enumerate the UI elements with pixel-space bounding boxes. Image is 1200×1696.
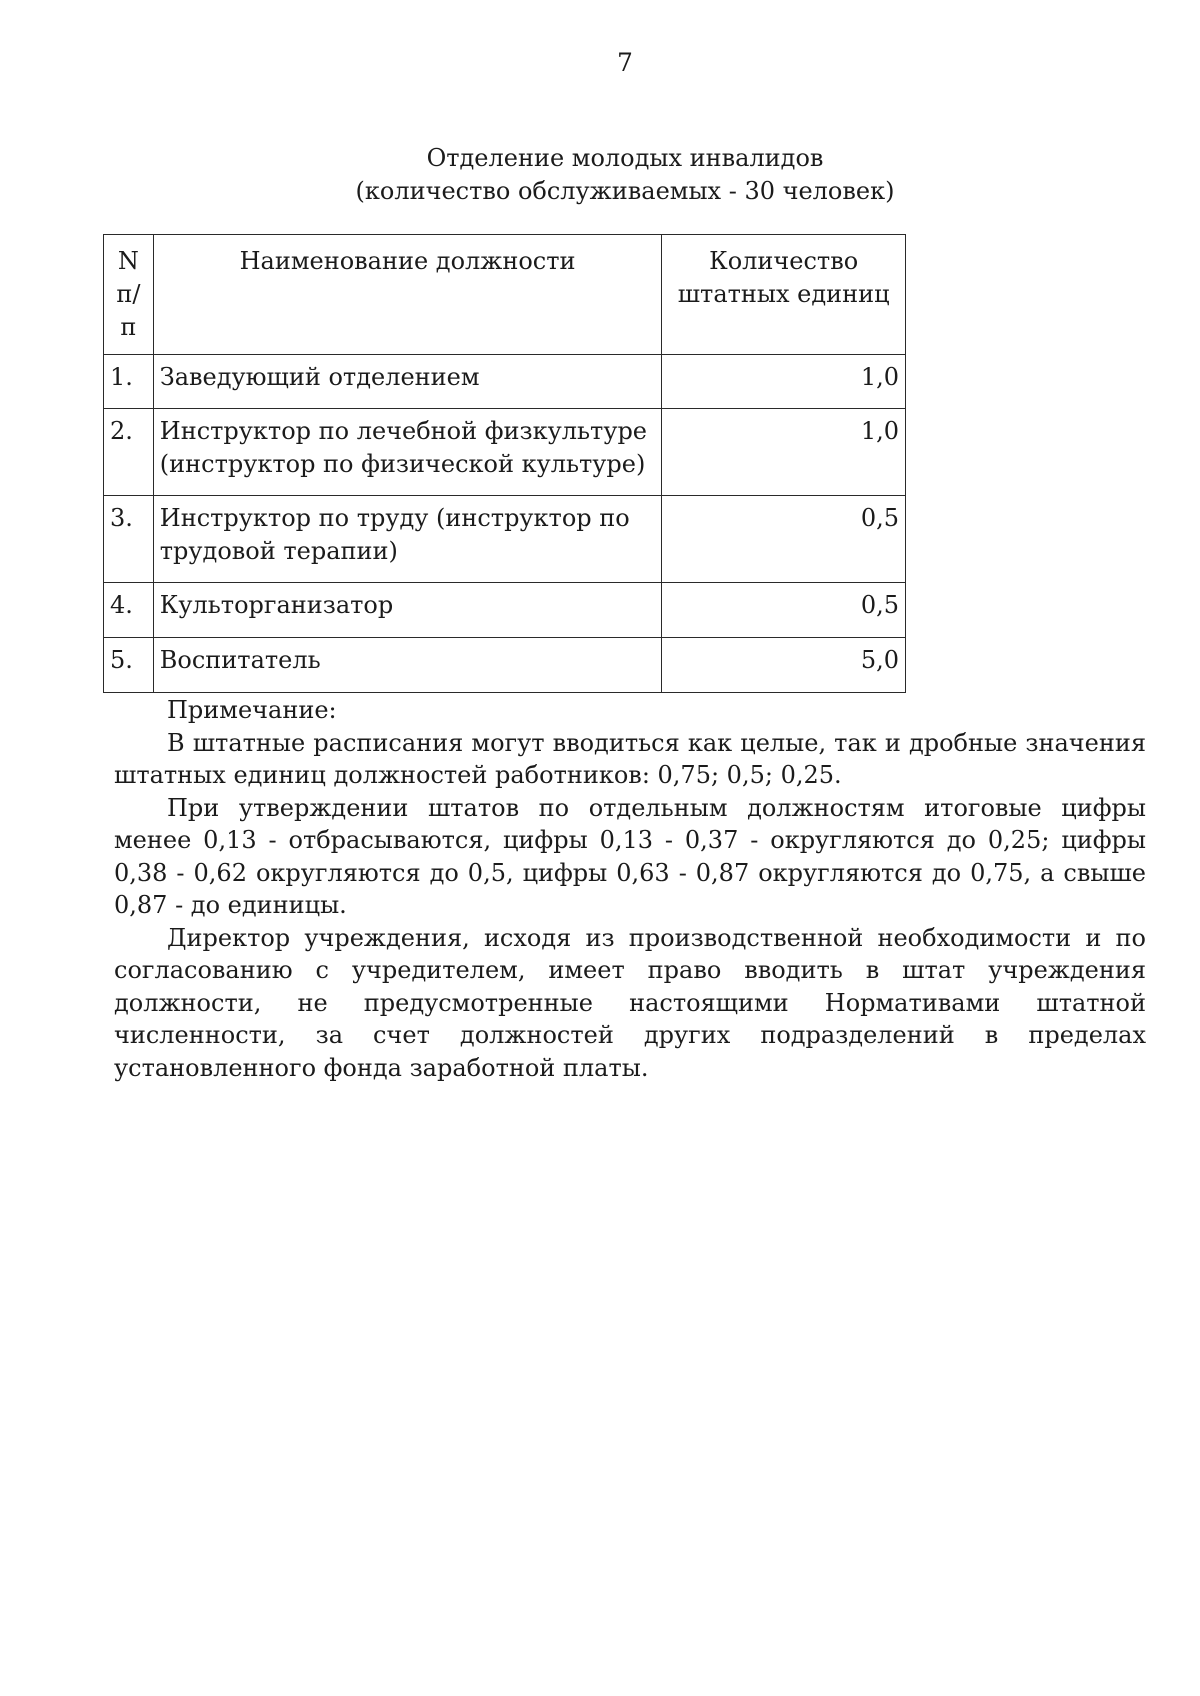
notes-title: Примечание: [167,696,337,724]
header-num: N п/п [104,235,154,355]
row-qty: 1,0 [662,355,906,409]
table-row [104,496,906,583]
row-position: Культорганизатор [153,583,662,638]
header-name: Наименование должности [153,235,662,355]
row-position: Заведующий отделением [153,355,662,409]
row-position: Инструктор по труду (инструктор по трудовой терапии) [153,496,662,583]
row-num: 1. [104,355,154,409]
row-qty: 5,0 [662,638,906,693]
row-position: Инструктор по лечебной физкультуре (инструктор по физической культуре) [153,409,662,496]
row-position: Воспитатель [153,638,662,693]
staff-table [103,234,906,693]
row-num: 5. [104,638,154,693]
row-qty: 0,5 [662,496,906,583]
row-num: 4. [104,583,154,638]
row-qty: 1,0 [662,409,906,496]
table-row [104,355,906,409]
row-num: 2. [104,409,154,496]
table-row [104,583,906,638]
header-qty: Количество штатных единиц [662,235,906,355]
notes-paragraph: В штатные расписания могут вводиться как целые, так и дробные значения штатных единиц должностей работников: 0,75; 0,5; 0,25. [114,728,1146,789]
notes-paragraph: Директор учреждения, исходя из производственной необходимости и по согласованию с учредителем, имеет право вводить в штат учреждения должности, не предусмотренные настоящими Нормативами штатной численности, за счет должностей других подразделений в пределах установленного фонда заработной платы. [114,923,1146,1082]
notes-paragraph: При утверждении штатов по отдельным должностям итоговые цифры менее 0,13 - отбрасываются, цифры 0,13 - 0,37 - округляются до 0,25; цифры 0,38 - 0,62 округляются до 0,5, цифры 0,63 - 0,87 округляются до 0,75, а свыше 0,87 - до единицы. [114,793,1146,919]
section-title: Отделение молодых инвалидов [426,144,824,172]
section-subtitle: (количество обслуживаемых - 30 человек) [355,177,895,205]
table-row [104,409,906,496]
row-num: 3. [104,496,154,583]
table-row [104,638,906,693]
notes-section [114,694,1146,1084]
row-qty: 0,5 [662,583,906,638]
page-number: 7 [617,48,633,77]
section-heading [0,142,1200,208]
table-header-row [104,235,906,355]
